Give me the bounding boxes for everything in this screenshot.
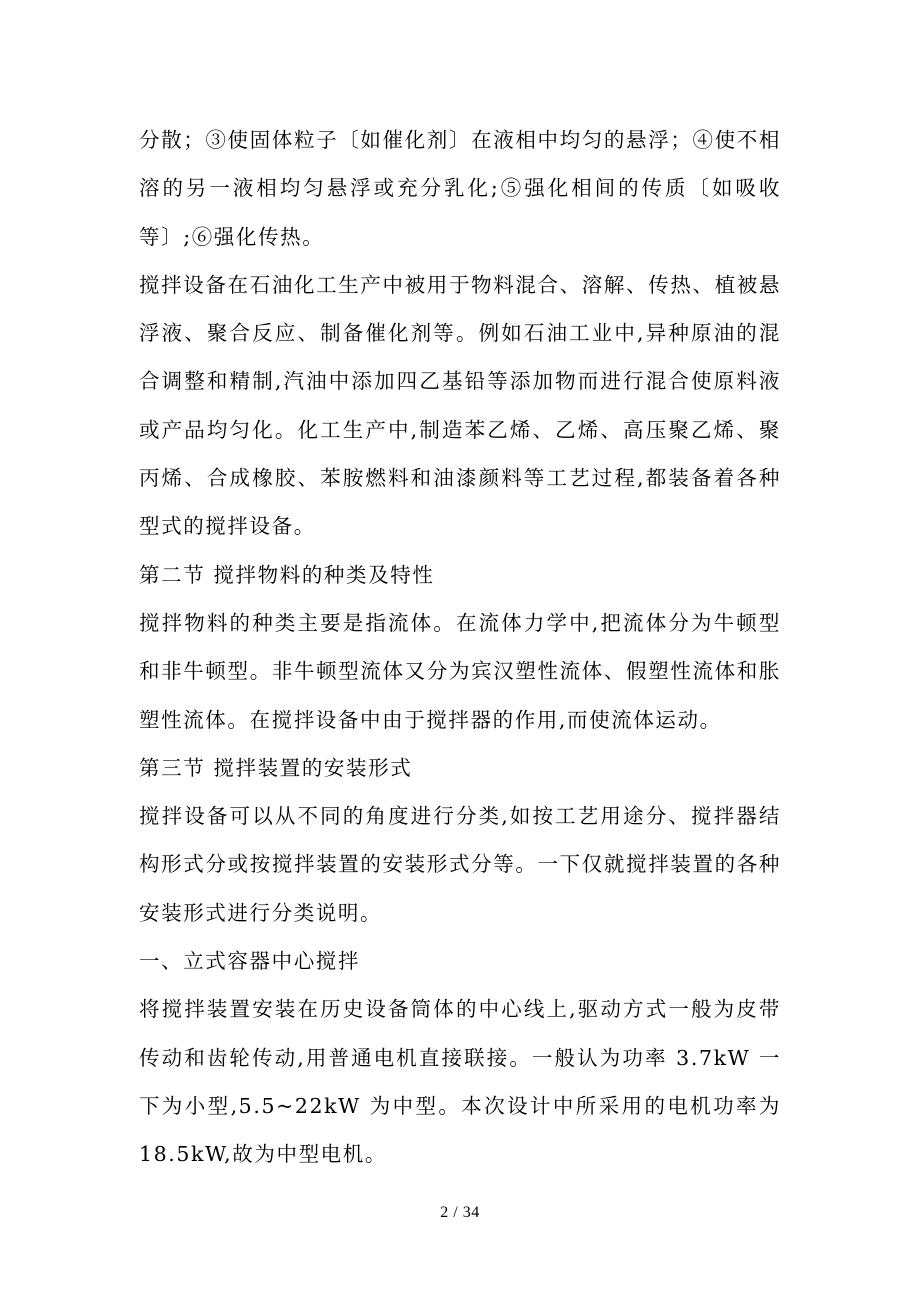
paragraph-central-mixing: 将搅拌装置安装在历史设备筒体的中心线上,驱动方式一般为皮带传动和齿轮传动,用普通电机直接联接。一般认为功率 3.7kW 一下为小型,5.5~22kW 为中型。本次设计中所采用的电机功率为 18.5kW,故为中型电机。 xyxy=(139,997,781,1167)
section-heading-2: 第二节 搅拌物料的种类及特性 xyxy=(139,562,435,587)
page-number: 2 / 34 xyxy=(440,1204,480,1221)
paragraph-intro-continuation: 分散；③使固体粒子〔如催化剂〕在液相中均匀的悬浮；④使不相溶的另一液相均匀悬浮或充分乳化;⑤强化相间的传质〔如吸收等〕;⑥强化传热。 xyxy=(139,128,781,249)
section-heading-3: 第三节 搅拌装置的安装形式 xyxy=(139,755,413,780)
paragraph-classification: 搅拌设备可以从不同的角度进行分类,如按工艺用途分、搅拌器结构形式分或按搅拌装置的安装形式分等。一下仅就搅拌装置的各种安装形式进行分类说明。 xyxy=(139,804,781,925)
paragraph-fluid-types: 搅拌物料的种类主要是指流体。在流体力学中,把流体分为牛顿型和非牛顿型。非牛顿型流体又分为宾汉塑性流体、假塑性流体和胀塑性流体。在搅拌设备中由于搅拌器的作用,而使流体运动。 xyxy=(139,610,781,732)
paragraph-applications: 搅拌设备在石油化工生产中被用于物料混合、溶解、传热、植被悬浮液、聚合反应、制备催化剂等。例如石油工业中,异种原油的混合调整和精制,汽油中添加四乙基铅等添加物而进行混合使原料液或产品均匀化。化工生产中,制造苯乙烯、乙烯、高压聚乙烯、聚丙烯、合成橡胶、苯胺燃料和油漆颜料等工艺过程,都装备着各种型式的搅拌设备。 xyxy=(139,272,781,539)
page-body xyxy=(139,116,781,1179)
subsection-heading-1: 一、立式容器中心搅拌 xyxy=(139,949,360,974)
